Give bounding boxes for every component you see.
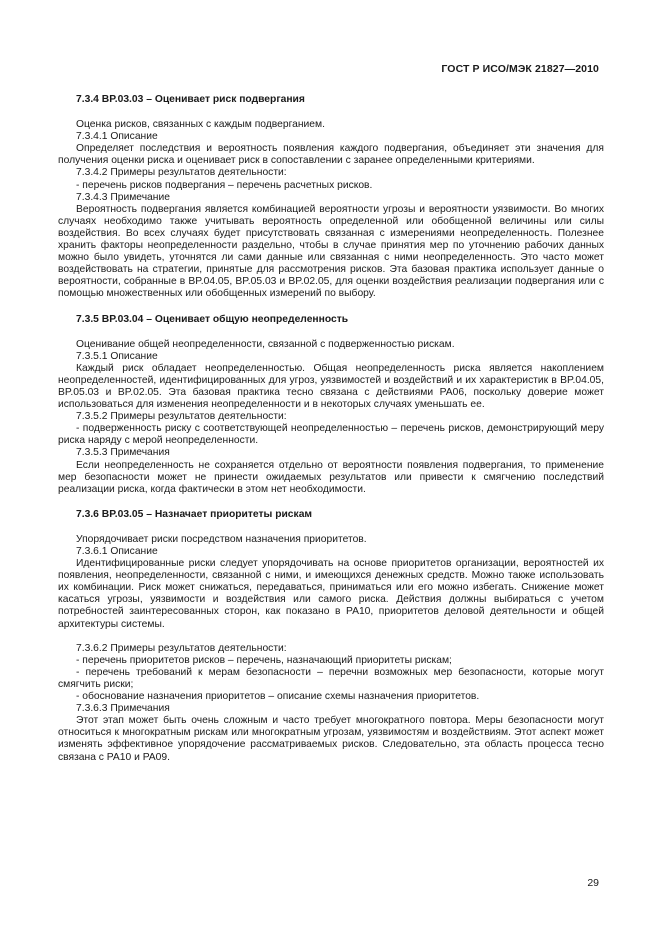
paragraph: - перечень приоритетов рисков – перечень, назначающий приоритеты рискам;	[76, 654, 452, 666]
paragraph-gap	[58, 631, 604, 643]
section-title: 7.3.5 BP.03.04 – Оценивает общую неопределенность	[76, 313, 349, 325]
paragraph: 7.3.5.1 Описание	[76, 350, 158, 362]
document-code-header: ГОСТ Р ИСО/МЭК 21827—2010	[441, 63, 599, 75]
section	[58, 314, 604, 496]
page-number: 29	[587, 877, 599, 889]
section	[58, 509, 604, 764]
paragraph: Оценка рисков, связанных с каждым подверганием.	[76, 119, 325, 131]
paragraph: - перечень требований к мерам безопасности – перечни возможных мер безопасности, которые могут смягчить риски;	[58, 666, 604, 690]
paragraph: 7.3.4.1 Описание	[76, 131, 158, 143]
paragraph: - обоснование назначения приоритетов – описание схемы назначения приоритетов.	[76, 691, 480, 703]
section-title: 7.3.4 BP.03.03 – Оценивает риск подвергания	[76, 94, 305, 105]
paragraph: 7.3.6.3 Примечания	[76, 703, 170, 715]
paragraph: Этот этап может быть очень сложным и часто требует многократного повтора. Меры безопасности могут относиться к многократным рискам или многократным угрозам, уязвимостям и воздействиям. Этот аспект может изменять эффективное упорядочение рассматриваемых рисков. Следовательно, эта область процесса тесно связана с PA10 и PA09.	[58, 715, 604, 763]
paragraph: Вероятность подвергания является комбинацией вероятности угрозы и вероятности уязвимости. Во многих случаях необходимо также учитывать вероятность определенной или обобщенной величины или силы воздействия. Во всех случаях будет присутствовать связанная с измерениями неопределенность. Полезнее хранить факторы неопределенности раздельно, чтобы в случае принятия мер по уточнению рабочих данных можно было увидеть, уточнятся ли сами данные или связанная с ними неопределенность. Это часто может воздействовать на стратегии, принятые для рассмотрения рисков. Эта базовая практика использует данные о вероятности, собранные в BP.04.05, BP.05.03 и BP.02.05, для оценки воздействия реализации подвергания или с помощью множественных или обобщенных измерений по выбору.	[58, 203, 604, 300]
paragraph: Если неопределенность не сохраняется отдельно от вероятности появления подвергания, то применение мер безопасности может не принести ожидаемых результатов или привести к смягчению последствий реализации риска, когда фактически в этом нет необходимости.	[58, 459, 604, 495]
paragraph: Идентифицированные риски следует упорядочивать на основе приоритетов организации, вероятностей их появления, неопределенности, связанной с ними, и имеющихся денежных средств. Можно также использовать их комбинации. Риск может снижаться, передаваться, приниматься или его можно избегать. Снижение может касаться угрозы, уязвимости и воздействия или самого риска. Действия должны выбираться с учетом потребностей заинтересованных сторон, как показано в PA10, приоритетов деловой деятельности и общей архитектуры системы.	[58, 558, 604, 630]
paragraph: 7.3.5.2 Примеры результатов деятельности:	[76, 411, 287, 423]
section	[58, 94, 604, 301]
paragraph: 7.3.6.1 Описание	[76, 546, 158, 557]
document-body	[58, 94, 604, 777]
section-title: 7.3.6 BP.03.05 – Назначает приоритеты рискам	[76, 508, 313, 520]
paragraph: Оценивание общей неопределенности, связанной с подверженностью рискам.	[76, 338, 455, 350]
paragraph: 7.3.5.3 Примечания	[76, 447, 170, 459]
paragraph: 7.3.6.2 Примеры результатов деятельности:	[76, 642, 287, 654]
paragraph: Упорядочивает риски посредством назначения приоритетов.	[76, 533, 367, 545]
paragraph: - подверженность риску с соответствующей неопределенностью – перечень рисков, демонстрирующий меру риска наряду с мерой неопределенности.	[58, 423, 604, 447]
paragraph: 7.3.4.2 Примеры результатов деятельности:	[76, 167, 287, 179]
paragraph: Определяет последствия и вероятность появления каждого подвергания, объединяет эти значения для получения оценки риска и оценивает риск в сопоставлении с заранее определенными критериями.	[58, 143, 604, 167]
paragraph: Каждый риск обладает неопределенностью. Общая неопределенность риска является накоплением неопределенностей, идентифицированных для угроз, уязвимостей и воздействий и их характеристик в BP.04.05, BP.05.03 и BP.02.05. Эта базовая практика тесно связана с действиями PA06, поскольку доверие может использоваться для изменения неопределенности и в некоторых случаях уменьшать ее.	[58, 362, 604, 411]
paragraph: 7.3.4.3 Примечание	[76, 191, 170, 203]
paragraph: - перечень рисков подвергания – перечень расчетных рисков.	[76, 179, 373, 191]
